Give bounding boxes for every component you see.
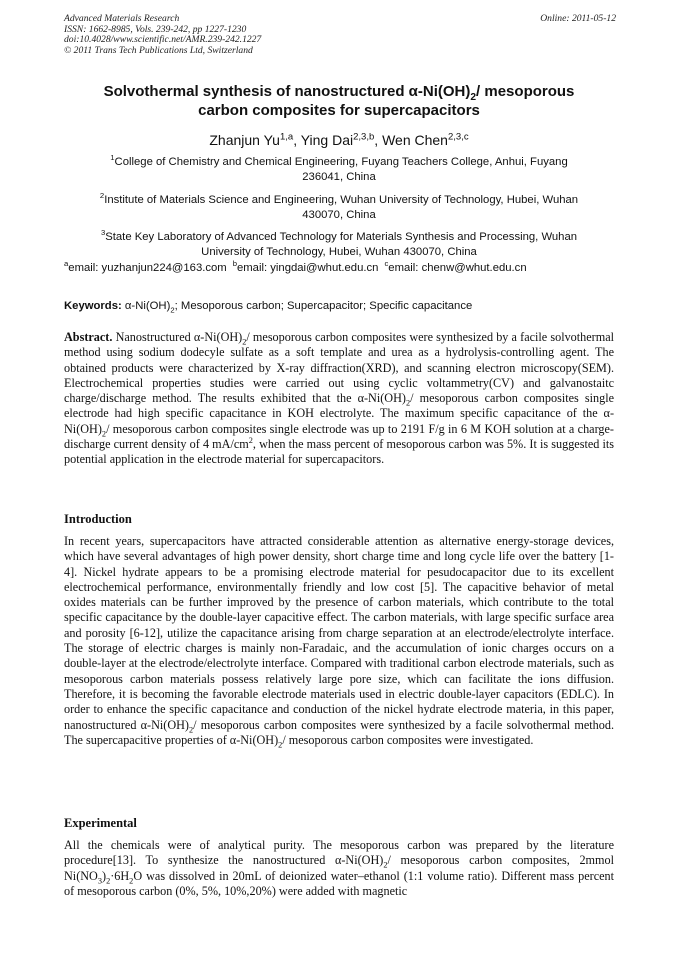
affiliation-1-line1: College of Chemistry and Chemical Engineering, Fuyang Teachers College, Anhui, Fuyang <box>114 156 568 168</box>
affiliation-1-sup: 1 <box>110 153 115 163</box>
intro-text-1: In recent years, supercapacitors have attracted considerable attention as alternative energy-storage devices, which have several advantages of high power density, short charge time and long cycle life over the battery [1-4]. Nickel hydrate appears to be a promising electrode material for pesudocapacitor due to its excellent electrochemical performance, environmentally friendly and low cost [5]. The capacitive behavior of metal oxides materials can be further improved by the presence of carbon materials, which contribute to the total specific capacitance by the double-layer capacitive effect. The carbon materials, with large specific surface area and porosity [6-12], utilize the capacitance arising from charge separation at an electrode/electrolyte interface. The storage of electric charges is mainly non-Faradaic, and the accumulation of ionic charges occurs on a double-layer at the electrode/electrolyte interface. Compared with traditional carbon electrode materials, such as mesoporous carbon materials possess relatively large pore size, which can facilitate the ions diffusion. Therefore, it is becoming the favorable electrode materials used in electric double-layer capacitors (EDLC). In order to enhance the specific capacitance and conduction of the nickel hydrate electrode materia, in this paper, nanostructured α-Ni(OH) <box>64 534 614 732</box>
abstract <box>64 330 614 468</box>
exp-sub-2: 3 <box>97 876 102 886</box>
affiliation-3-sup: 3 <box>100 228 106 238</box>
abstract-sub-2: 2 <box>405 398 411 408</box>
keyword-1: α-Ni(OH) <box>124 300 171 312</box>
intro-sub-1: 2 <box>189 725 194 734</box>
title-line2: carbon composites for supercapacitors <box>198 102 480 119</box>
online-date: Online: 2011-05-12 <box>540 13 616 24</box>
affiliation-3 <box>64 230 614 259</box>
copyright-line: © 2011 Trans Tech Publications Ltd, Switzerland <box>64 44 253 56</box>
abstract-text-4: / mesoporous carbon composites single electrode was up to 2191 F/g in 6 M KOH solution at a charge-discharge current density of 4 mA/cm <box>64 421 614 452</box>
author-1-sup: 1,a <box>279 131 294 143</box>
affiliation-2-line2: 430070, China <box>302 208 376 221</box>
exp-text-3: ) <box>102 868 107 883</box>
affiliation-2-line1: Institute of Materials Science and Engineering, Wuhan University of Technology, Hubei, Wuhan <box>104 194 579 206</box>
abstract-text-2: / mesoporous carbon composites were synthesized by a facile solvothermal method using sodium dodecyle sulfate as a soft template and urea as a hydrolysis-controlling agent. The obtained products were characterized by X-ray diffraction(XRD), and scanning electron microscopy(SEM). Electrochemical properties studies were carried out using cyclic voltammetry(CV) and galvanostaitc charge/discharge method. The results exhibited that the α-Ni(OH) <box>64 330 614 406</box>
affiliation-3-line2: University of Technology, Hubei, Wuhan 430070, China <box>201 245 477 258</box>
journal-name: Advanced Materials Research <box>64 13 180 24</box>
affiliation-2 <box>64 193 614 222</box>
keyword-1-sub: 2 <box>170 305 175 315</box>
doi-line: doi:10.4028/www.scientific.net/AMR.239-242.1227 <box>64 34 262 46</box>
abstract-sub-1: 2 <box>242 337 247 347</box>
exp-text-5: O was dissolved in 20mL of deionized water–ethanol (1:1 volume ratio). Different mass percent of mesoporous carbon (0%, 5%, 10%,20%) were added with magnetic <box>64 868 614 898</box>
keywords-label: Keywords: <box>64 300 122 312</box>
introduction-heading: Introduction <box>64 512 132 526</box>
experimental-text <box>64 838 614 899</box>
email-a: email: yuzhanjun224@163.com <box>68 262 227 274</box>
email-line <box>64 261 614 275</box>
title-line1-a: Solvothermal synthesis of nanostructured α-Ni(OH) <box>103 83 471 100</box>
introduction-text <box>64 534 614 748</box>
email-b: email: yingdai@whut.edu.cn <box>236 262 379 274</box>
author-3-sup: 2,3,c <box>447 131 469 143</box>
journal-header <box>64 14 616 56</box>
email-b-sup: b <box>232 259 237 269</box>
author-2-sup: 2,3,b <box>353 131 375 143</box>
exp-sub-1: 2 <box>383 860 388 870</box>
abstract-label: Abstract. <box>64 330 113 344</box>
exp-sub-3: 2 <box>106 876 111 886</box>
title-line1-b: / mesoporous <box>476 83 575 100</box>
experimental-heading: Experimental <box>64 816 137 830</box>
author-3: Wen Chen <box>382 132 448 148</box>
affiliation-3-line1: State Key Laboratory of Advanced Technology for Materials Synthesis and Processing, Wuhan <box>105 231 578 243</box>
author-1: Zhanjun Yu <box>209 132 280 148</box>
affiliation-2-sup: 2 <box>99 191 105 201</box>
keywords <box>64 299 614 313</box>
author-list: Zhanjun Yu$^{1,a}$, Ying Dai$^{2,3,b}$, Wen Chen$^{2,3,c}$ <box>209 131 469 148</box>
abstract-text-1: Nanostructured α-Ni(OH) <box>115 330 243 344</box>
keywords-rest: ; Mesoporous carbon; Supercapacitor; Specific capacitance <box>174 300 473 312</box>
intro-text-3: / mesoporous carbon composites were investigated. <box>282 732 534 747</box>
paper-title <box>64 82 614 120</box>
intro-text-2: / mesoporous carbon composites were synthesized by a facile solvothermal method. The supercapacitive properties of α-Ni(OH) <box>64 717 615 747</box>
author-2: Ying Dai <box>300 132 354 148</box>
email-c-sup: c <box>384 259 389 269</box>
email-a-sup: a <box>64 259 69 269</box>
affiliation-1 <box>64 155 614 184</box>
exp-text-1: All the chemicals were of analytical purity. The mesoporous carbon was prepared by the literature procedure[13]. To synthesize the nanostructured α-Ni(OH) <box>64 838 614 868</box>
affiliation-1-line2: 236041, China <box>302 170 376 183</box>
issn-line: ISSN: 1662-8985, Vols. 239-242, pp 1227-1230 <box>64 23 247 35</box>
exp-sub-4: 2 <box>129 876 134 886</box>
abstract-sup-4: 2 <box>248 436 253 446</box>
email-c: email: chenw@whut.edu.cn <box>388 262 527 274</box>
abstract-text-5: , when the mass percent of mesoporous carbon was 5%. It is suggested its potential application in the electrode material for supercapacitors. <box>64 437 615 467</box>
abstract-sub-3: 2 <box>101 429 107 439</box>
exp-text-4: ·6H <box>110 868 130 883</box>
intro-sub-2: 2 <box>278 740 283 750</box>
exp-text-2: / mesoporous carbon composites, 2mmol Ni(NO <box>64 853 614 883</box>
title-line1-sub: 2 <box>470 92 477 103</box>
abstract-text-3: / mesoporous carbon composites single electrode had high specific capacitance in KOH electrolyte. The maximum specific capacitance of the α-Ni(OH) <box>64 391 614 436</box>
